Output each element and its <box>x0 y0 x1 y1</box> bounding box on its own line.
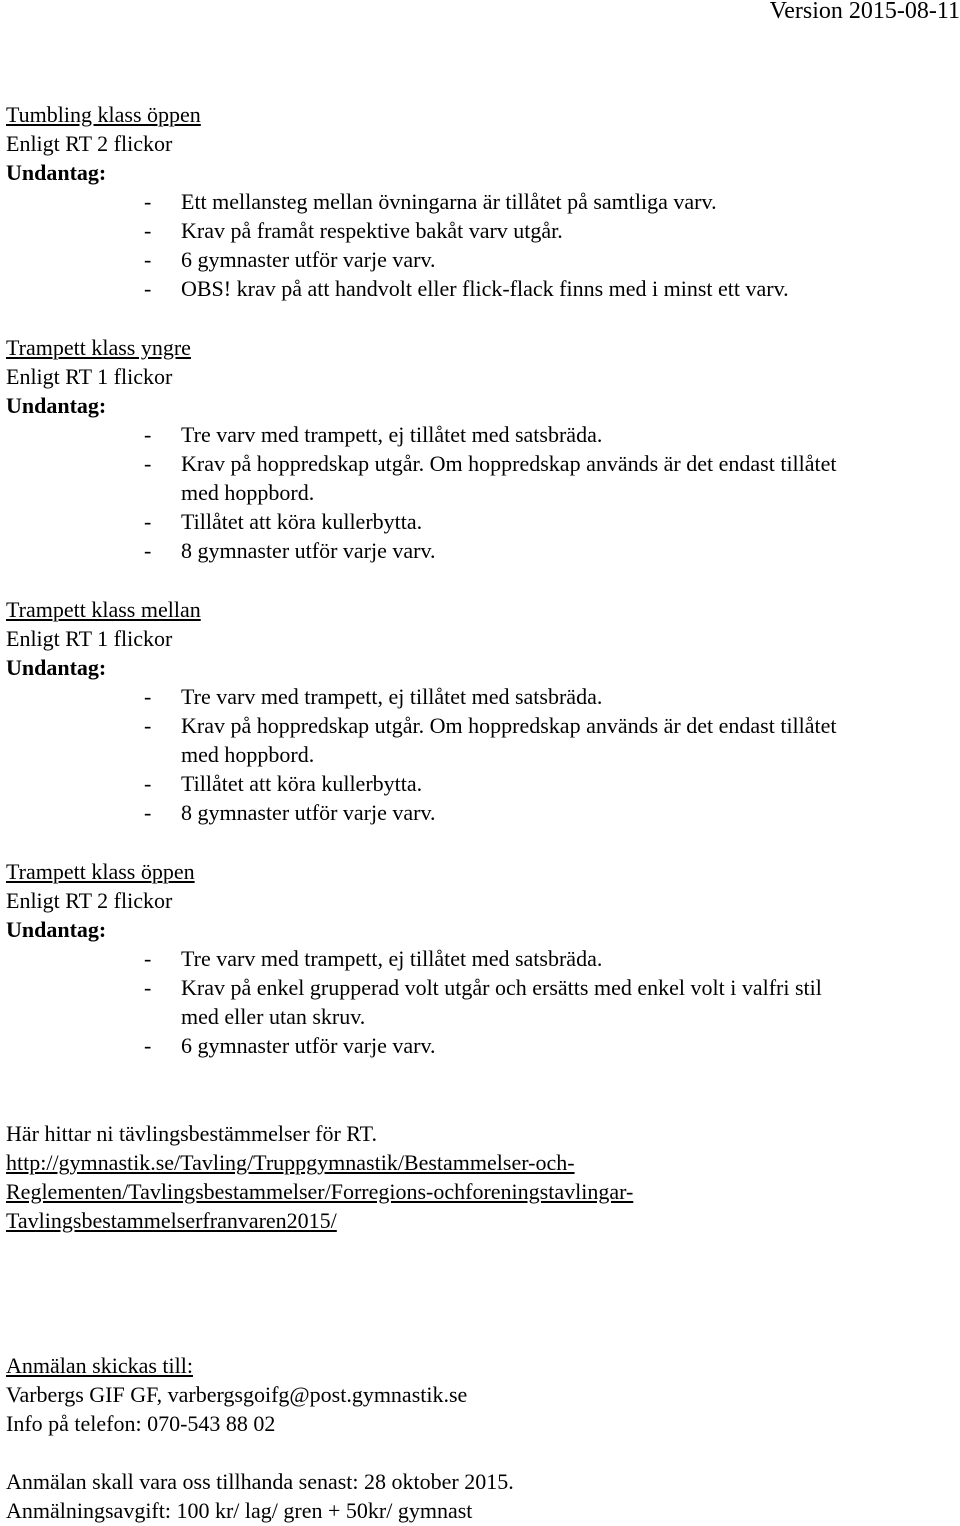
deadline-info <box>6 1467 950 1525</box>
list-item: - 8 gymnaster utför varje varv. <box>144 800 436 825</box>
version-header: Version 2015-08-11 <box>769 0 960 24</box>
section-trampett-oppen <box>6 857 950 1060</box>
list-item: - 6 gymnaster utför varje varv. <box>144 247 436 272</box>
rules-info-text: Här hittar ni tävlingsbestämmelser för RT. <box>6 1121 377 1146</box>
exception-label: Undantag: <box>6 393 107 418</box>
exception-label: Undantag: <box>6 655 107 680</box>
deadline-text: Anmälan skall vara oss tillhanda senast: 28 oktober 2015. <box>6 1469 514 1494</box>
section-heading: Tumbling klass öppen <box>6 102 201 127</box>
list-item: - 6 gymnaster utför varje varv. <box>144 1033 436 1058</box>
section-heading: Trampett klass mellan <box>6 597 201 622</box>
registration <box>6 1351 950 1438</box>
rules-link-line[interactable]: Tavlingsbestammelserfranvaren2015/ <box>6 1208 337 1233</box>
section-heading: Trampett klass yngre <box>6 335 191 360</box>
list-item: - Krav på framåt respektive bakåt varv utgår. <box>144 218 563 243</box>
list-item: - OBS! krav på att handvolt eller flick-flack finns med i minst ett varv. <box>144 276 789 301</box>
section-trampett-yngre <box>6 333 950 565</box>
exception-label: Undantag: <box>6 917 107 942</box>
list-item: - Tre varv med trampett, ej tillåtet med satsbräda. <box>144 684 603 709</box>
registration-phone: Info på telefon: 070-543 88 02 <box>6 1411 276 1436</box>
fee-text: Anmälningsavgift: 100 kr/ lag/ gren + 50kr/ gymnast <box>6 1498 473 1523</box>
list-item: - 8 gymnaster utför varje varv. <box>144 538 436 563</box>
list-item: - Krav på hoppredskap utgår. Om hoppredskap används är det endast tillåtet med hoppbord. <box>144 451 837 505</box>
section-tumbling-oppen <box>6 100 950 303</box>
rules-link-line[interactable]: Reglementen/Tavlingsbestammelser/Forregions-ochforeningstavlingar- <box>6 1179 634 1204</box>
list-item: - Krav på hoppredskap utgår. Om hoppredskap används är det endast tillåtet med hoppbord. <box>144 713 837 767</box>
section-trampett-mellan <box>6 595 950 827</box>
list-item: - Ett mellansteg mellan övningarna är tillåtet på samtliga varv. <box>144 189 717 214</box>
list-item: - Tre varv med trampett, ej tillåtet med satsbräda. <box>144 946 603 971</box>
rules-link-line[interactable]: http://gymnastik.se/Tavling/Truppgymnastik/Bestammelser-och- <box>6 1150 575 1175</box>
list-item: - Tillåtet att köra kullerbytta. <box>144 771 423 796</box>
registration-address: Varbergs GIF GF, varbergsgoifg@post.gymnastik.se <box>6 1382 468 1407</box>
exception-label: Undantag: <box>6 160 107 185</box>
section-subtitle: Enligt RT 2 flickor <box>6 131 173 156</box>
rules-info <box>6 1119 950 1235</box>
list-item: - Tre varv med trampett, ej tillåtet med satsbräda. <box>144 422 603 447</box>
section-subtitle: Enligt RT 1 flickor <box>6 364 173 389</box>
list-item: - Krav på enkel grupperad volt utgår och ersätts med enkel volt i valfri stil med eller utan skruv. <box>144 975 822 1029</box>
section-subtitle: Enligt RT 2 flickor <box>6 888 173 913</box>
list-item: - Tillåtet att köra kullerbytta. <box>144 509 423 534</box>
registration-heading: Anmälan skickas till: <box>6 1353 193 1378</box>
rules-link[interactable] <box>6 1148 950 1235</box>
section-subtitle: Enligt RT 1 flickor <box>6 626 173 651</box>
section-heading: Trampett klass öppen <box>6 859 195 884</box>
